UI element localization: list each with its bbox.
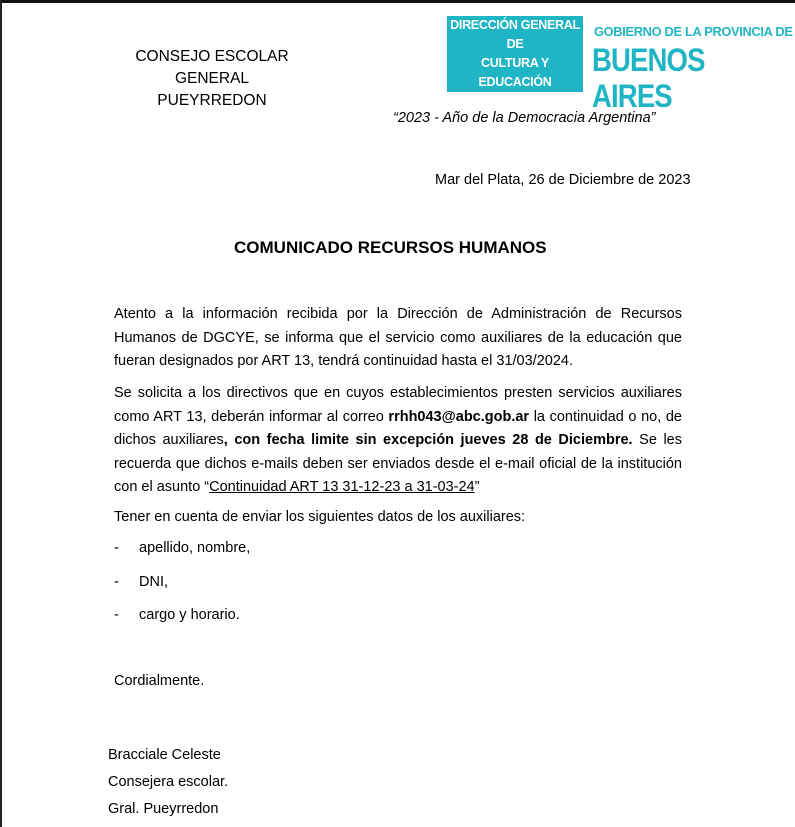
logo-box-line-2: CULTURA Y EDUCACIÓN — [478, 56, 552, 89]
council-line-1: CONSEJO ESCOLAR — [135, 48, 289, 65]
paragraph-3: Tener en cuenta de enviar los siguientes datos de los auxiliares: — [114, 509, 526, 525]
list-dash: - — [114, 574, 119, 590]
signature-name: Bracciale Celeste — [108, 747, 221, 763]
signature-district: Gral. Pueyrredon — [108, 801, 219, 817]
email-subject: Continuidad ART 13 31-12-23 a 31-03-24 — [209, 479, 475, 495]
paragraph-2 — [114, 382, 682, 500]
place-date: Mar del Plata, 26 de Diciembre de 2023 — [435, 172, 691, 188]
contact-email: rrhh043@abc.gob.ar — [388, 408, 530, 425]
paragraph-2-part-4: ” — [474, 479, 480, 495]
list-item-text: DNI, — [139, 574, 168, 590]
list-item-text: apellido, nombre, — [139, 540, 251, 556]
paragraph-2-part-1: Se solicita a los directivos que en cuyos establecimientos presten servicios auxiliares como ART 13, deberán informar al correo — [114, 385, 682, 425]
council-heading — [122, 46, 302, 112]
list-item-text: cargo y horario. — [139, 607, 240, 623]
list-item — [114, 574, 168, 590]
closing: Cordialmente. — [114, 673, 205, 689]
page-left-border — [0, 0, 2, 827]
deadline-text: , con fecha limite sin excepción jueves 28 de Diciembre. — [223, 432, 633, 448]
page-top-border — [0, 0, 795, 3]
paragraph-1: Atento a la información recibida por la Dirección de Administración de Recursos Humanos de DGCYE, se informa que el servicio como auxiliares de la educación que fueran designados por ART 13, tendrá continuidad hasta el 31/03/2024. — [114, 306, 682, 369]
signature-role: Consejera escolar. — [108, 774, 229, 790]
dgcye-logo — [447, 16, 583, 92]
council-line-2: GENERAL PUEYRREDON — [157, 70, 267, 109]
document-title: COMUNICADO RECURSOS HUMANOS — [234, 238, 547, 257]
list-item — [114, 540, 250, 556]
paragraph-2-part-2: la continuidad o no, de dichos auxiliares — [114, 408, 682, 448]
list-item — [114, 607, 240, 623]
province-logo-top: GOBIERNO DE LA PROVINCIA DE — [594, 24, 793, 39]
province-logo-name: BUENOS AIRES — [592, 42, 705, 114]
logo-box-line-1: DIRECCIÓN GENERAL DE — [450, 18, 580, 51]
list-dash: - — [114, 607, 119, 623]
paragraph-2-part-3: Se les recuerda que dichos e-mails deben ser enviados desde el e-mail oficial de la institución con el asunto “ — [114, 432, 682, 495]
year-motto: “2023 - Año de la Democracia Argentina” — [393, 110, 656, 126]
list-dash: - — [114, 540, 119, 556]
